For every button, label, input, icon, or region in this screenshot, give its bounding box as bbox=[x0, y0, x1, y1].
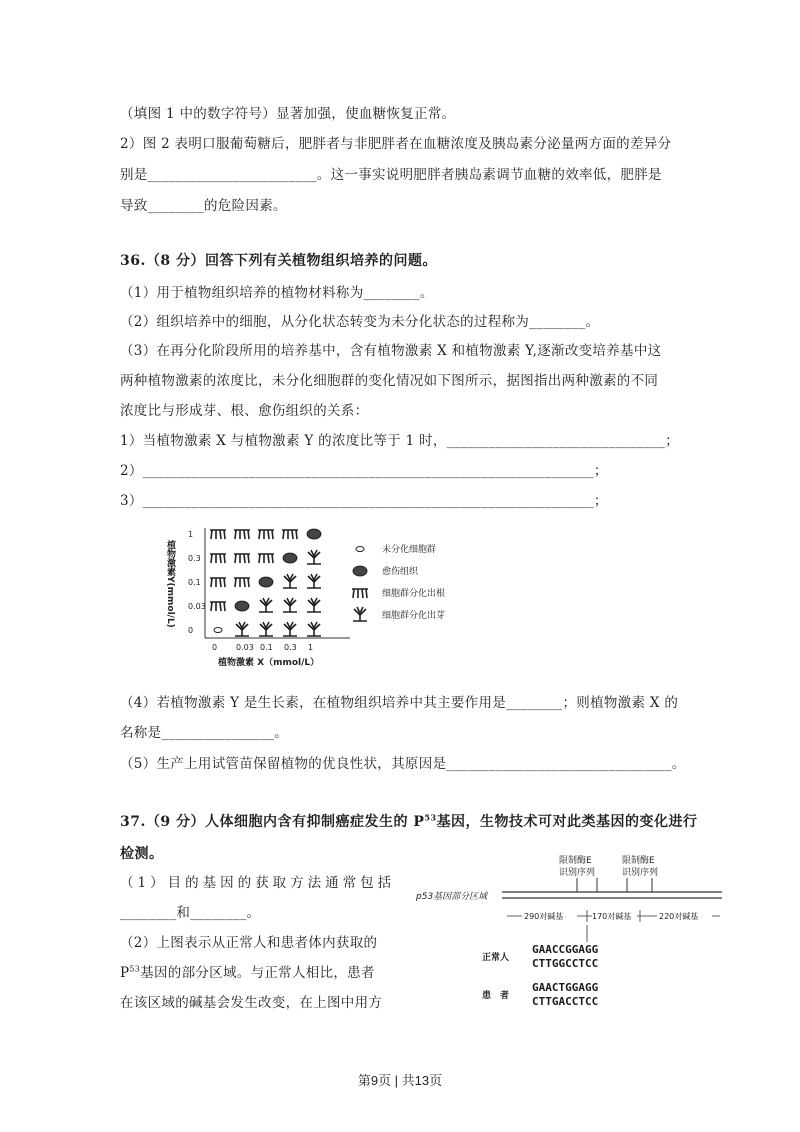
root-icon bbox=[234, 530, 250, 539]
q36-part5: （5）生产上用试管苗保留植物的优良性状，其原因是________________________________。 bbox=[120, 756, 686, 772]
y-tick-label: 1 bbox=[188, 530, 194, 539]
legend-label: 细胞群分化出芽 bbox=[382, 611, 446, 621]
normal-label: 正常人 bbox=[482, 953, 510, 963]
q37-title-sup: 53 bbox=[424, 812, 437, 823]
legend-label: 愈伤组织 bbox=[382, 567, 419, 577]
segment-label-2: 170对碱基 bbox=[592, 912, 632, 921]
q37-part1-a: （1）目的基因的获取方法通常包括 bbox=[120, 875, 396, 891]
text-line-3: 别是________________________。这一事实说明肥胖者胰岛素调节血糖的效率低，肥胖是 bbox=[120, 167, 662, 183]
legend-label: 未分化细胞群 bbox=[382, 545, 437, 555]
root-icon bbox=[210, 602, 226, 611]
shoot-icon bbox=[283, 622, 297, 636]
x-tick-label: 1 bbox=[308, 643, 314, 652]
q36-sub2: 2）________________________________________________________________； bbox=[120, 463, 608, 479]
y-tick-label: 0 bbox=[188, 626, 194, 635]
shoot-icon bbox=[307, 550, 321, 564]
q36-part4-a: （4）若植物激素 Y 是生长素，在植物组织培养中其主要作用是________；则植物激素 X 的 bbox=[120, 695, 679, 711]
segment-label-3: 220对碱基 bbox=[659, 912, 699, 921]
normal-top-seq: GAACCGGAGG bbox=[532, 943, 599, 956]
shoot-icon bbox=[307, 622, 321, 636]
q36-part3-b: 两种植物激素的浓度比，未分化细胞群的变化情况如下图所示，据图指出两种激素的不同 bbox=[120, 373, 659, 389]
y-tick-label: 0.1 bbox=[188, 578, 201, 587]
undiff-cell-icon bbox=[356, 547, 364, 552]
q37-part2-b-pre: P bbox=[120, 965, 130, 981]
callus-icon bbox=[235, 601, 249, 611]
patient-label: 患 者 bbox=[482, 991, 510, 1001]
undiff-cell-icon bbox=[214, 628, 222, 633]
q36-part1: （1）用于植物组织培养的植物材料称为________。 bbox=[120, 285, 434, 301]
shoot-icon bbox=[307, 574, 321, 588]
root-icon bbox=[282, 530, 298, 539]
y-tick-label: 0.03 bbox=[188, 602, 206, 611]
q37-body bbox=[120, 868, 405, 1018]
root-icon bbox=[258, 530, 274, 539]
q36-sub1: 1）当植物激素 X 与植物激素 Y 的浓度比等于 1 时，_______________________________； bbox=[120, 433, 679, 449]
patient-top-seq: GAACTGGAGG bbox=[532, 981, 599, 994]
normal-bottom-seq: CTTGGCCTCC bbox=[532, 957, 599, 970]
q37-part2-c: 在该区域的碱基会发生改变，在上图中用方 bbox=[120, 995, 383, 1011]
root-icon bbox=[234, 554, 250, 563]
q37-part1-b: ________和________。 bbox=[120, 905, 261, 921]
root-icon bbox=[210, 554, 226, 563]
q37-part2-b bbox=[120, 958, 405, 988]
root-icon bbox=[210, 530, 226, 539]
root-icon bbox=[234, 578, 250, 587]
text-line-1: （填图 1 中的数字符号）显著加强，使血糖恢复正常。 bbox=[120, 106, 456, 122]
root-icon bbox=[210, 578, 226, 587]
q36-sub3: 3）________________________________________________________________； bbox=[120, 493, 608, 509]
enzyme-label-1: 限制酶E bbox=[559, 856, 592, 866]
q36-part4-b: 名称是________________。 bbox=[120, 725, 288, 741]
callus-icon bbox=[353, 566, 367, 576]
q37-part2-b-post: 基因的部分区域。与正常人相比，患者 bbox=[140, 965, 375, 981]
q37-title-c: 检测。 bbox=[120, 846, 164, 862]
q37-part2-b-sup: 53 bbox=[129, 964, 141, 974]
shoot-icon bbox=[283, 598, 297, 612]
x-tick-label: 0.03 bbox=[236, 643, 254, 652]
site-label-2: 识别序列 bbox=[622, 868, 659, 878]
root-icon bbox=[258, 554, 274, 563]
callus-icon bbox=[283, 553, 297, 563]
enzyme-label-2: 限制酶E bbox=[622, 856, 655, 866]
site-label-1: 识别序列 bbox=[559, 868, 596, 878]
shoot-icon bbox=[259, 598, 273, 612]
shoot-icon bbox=[235, 622, 249, 636]
text-line-2: 2）图 2 表明口服葡萄糖后，肥胖者与非肥胖者在血糖浓度及胰岛素分泌量两方面的差异分 bbox=[120, 136, 672, 152]
segment-label-1: 290对碱基 bbox=[524, 912, 564, 921]
x-tick-label: 0 bbox=[212, 643, 218, 652]
callus-icon bbox=[259, 577, 273, 587]
x-tick-label: 0.3 bbox=[284, 643, 297, 652]
x-tick-label: 0.1 bbox=[260, 643, 273, 652]
hormone-ratio-figure bbox=[160, 520, 490, 670]
root-icon bbox=[352, 589, 368, 598]
page-footer: 第9页 | 共13页 bbox=[357, 1073, 443, 1088]
q36-part2: （2）组织培养中的细胞，从分化状态转变为未分化状态的过程称为________。 bbox=[120, 314, 600, 330]
shoot-icon bbox=[259, 622, 273, 636]
q37-part2-a: （2）上图表示从正常人和患者体内获取的 bbox=[120, 935, 378, 951]
q37-title bbox=[120, 811, 698, 831]
p53-gene-figure bbox=[412, 850, 727, 1015]
legend-label: 细胞群分化出根 bbox=[382, 589, 446, 599]
shoot-icon bbox=[353, 607, 367, 621]
q36-part3-a: （3）在再分化阶段所用的培养基中，含有植物激素 X 和植物激素 Y,逐渐改变培养基中这 bbox=[120, 343, 662, 359]
callus-icon bbox=[307, 529, 321, 539]
q36-part3-c: 浓度比与形成芽、根、愈伤组织的关系： bbox=[120, 403, 369, 419]
region-label: p53基因部分区域 bbox=[416, 892, 488, 902]
shoot-icon bbox=[283, 574, 297, 588]
q36-title: 36.（8 分）回答下列有关植物组织培养的问题。 bbox=[120, 253, 437, 269]
q37-title-b: 基因，生物技术可对此类基因的变化进行 bbox=[436, 814, 698, 830]
text-line-4: 导致________的危险因素。 bbox=[120, 198, 287, 214]
q37-title-a: 37.（9 分）人体细胞内含有抑制癌症发生的 P bbox=[120, 814, 425, 830]
shoot-icon bbox=[307, 598, 321, 612]
y-tick-label: 0.3 bbox=[188, 554, 201, 563]
patient-bottom-seq: CTTGACCTCC bbox=[532, 995, 599, 1008]
figure1-ylabel: 植物激素Y(mmol/L) bbox=[165, 540, 175, 628]
figure1-xlabel: 植物激素 X（mmol/L） bbox=[218, 658, 320, 668]
